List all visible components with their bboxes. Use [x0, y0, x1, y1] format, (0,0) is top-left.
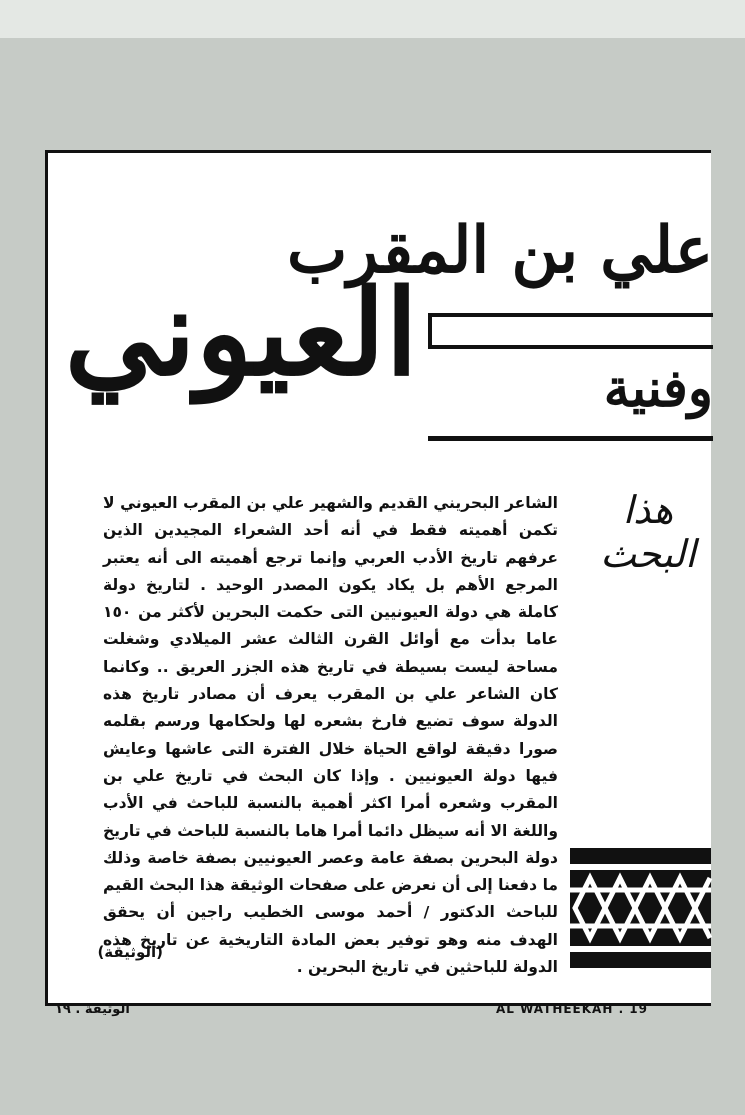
- title-block: [48, 153, 711, 473]
- title-subtitle: وفنية: [603, 358, 713, 419]
- arabesque-ornament-icon: [570, 848, 711, 968]
- footer-page-latin: AL WATHEEKAH . 19: [495, 1002, 648, 1016]
- article-signature: (الوثيقة): [97, 943, 163, 961]
- title-name: العيوني: [64, 263, 418, 402]
- title-bar: [428, 313, 713, 349]
- side-caption-line1: هذا: [622, 488, 674, 532]
- side-caption: [583, 488, 713, 576]
- article-paragraph: الشاعر البحريني القديم والشهير علي بن المقرب العيوني لا تكمن أهميته فقط في أنه أحد الشعراء المجيدين الذين عرفهم تاريخ الأدب العربي وإنما ترجع أهميته الى أنه يعتبر المرجع الأهم بل يكاد يكون المصدر الوحيد . لتاريخ دولة كاملة هي دولة العيونيين التى حكمت البحرين لأكثر من ١٥٠ عاما بدأت مع أوائل القرن الثالث عشر الميلادي وشغلت مساحة ليست بسيطة في تاريخ هذه الجزر العريق .. وكانما كان الشاعر علي بن المقرب يعرف أن مصادر تاريخ هذه الدولة سوف تضيع فارخ بشعره لها ولحكامها ورسم بقلمه صورا دقيقة لواقع الحياة خلال الفترة التى عاشها وعايش فيها دولة العيونيين . وإذا كان البحث في تاريخ علي بن المقرب وشعره أمرا اكثر أهمية بالنسبة للباحث في الأدب واللغة الا أنه سيظل دائما أمرا هاما بالنسبة للباحث في تاريخ دولة البحرين بصفة عامة وعصر العيونيين بصفة خاصة وذلك ما دفعنا إلى أن نعرض على صفحات الوثيقة هذا البحث القيم للباحث الدكتور / أحمد موسى الخطيب راجين أن يحقق الهدف منه وهو توفير بعض المادة التاريخية عن تاريخ هذه الدولة للباحثين في تاريخ البحرين .: [103, 494, 558, 977]
- side-caption-line2: البحث: [600, 532, 696, 576]
- title-rule: [428, 436, 713, 441]
- page-panel: [45, 150, 711, 1006]
- scan-top-band: [0, 0, 745, 38]
- title-subject: علي بن المقرب: [286, 213, 713, 288]
- page-footer: [45, 1002, 708, 1022]
- footer-page-arabic: الوثيقة . ١٩: [55, 1002, 130, 1017]
